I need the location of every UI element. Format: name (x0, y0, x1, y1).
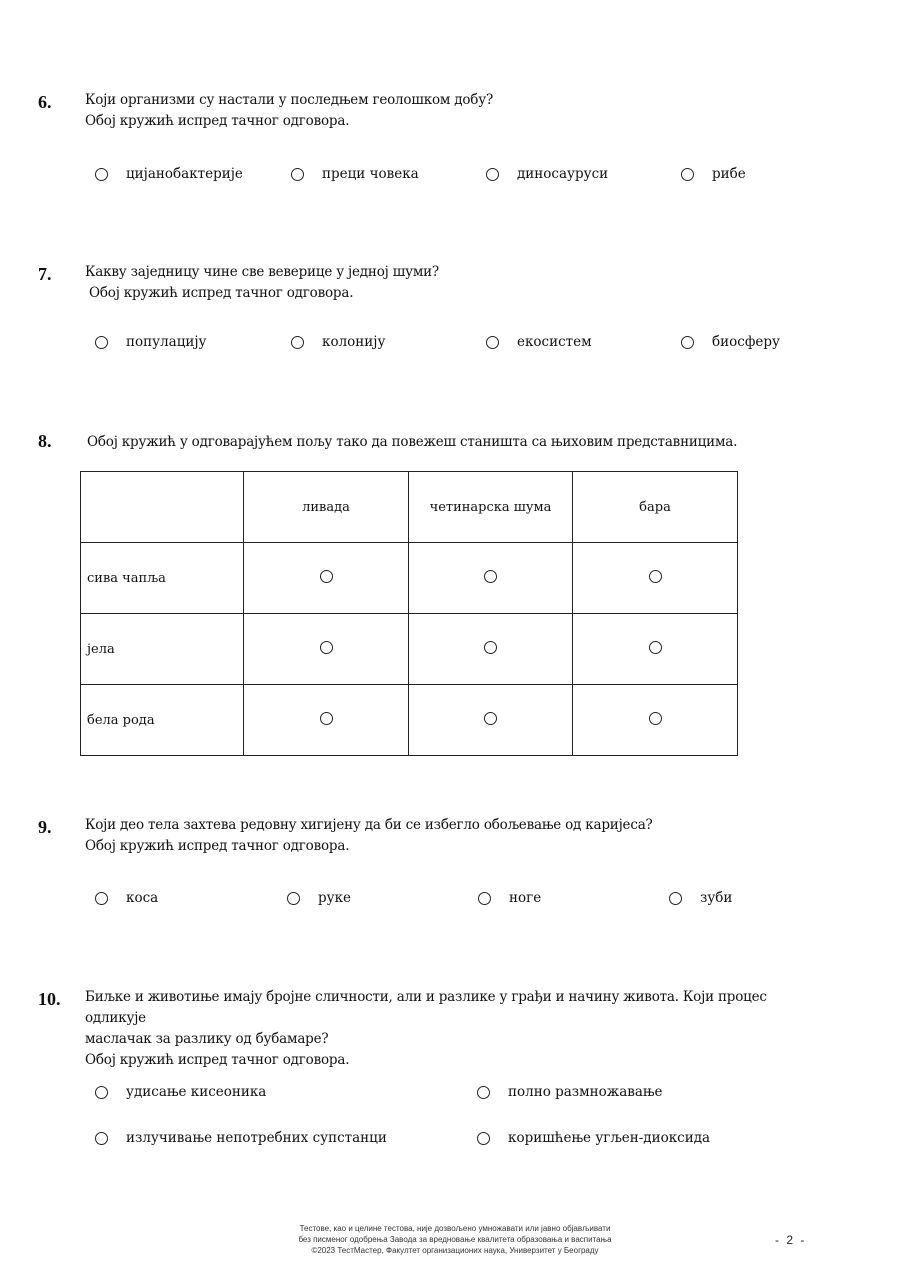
option-label: цијанобактерије (126, 166, 243, 182)
match-cell[interactable] (244, 685, 409, 756)
question-10-number: 10. (38, 989, 61, 1009)
option-label: диносауруси (517, 166, 609, 182)
question-10-option-4[interactable] (477, 1130, 710, 1146)
question-7-option-1[interactable] (95, 334, 207, 350)
radio-circle-icon[interactable] (477, 1132, 490, 1145)
radio-circle-icon[interactable] (95, 168, 108, 181)
option-label: рибе (712, 166, 746, 182)
radio-circle-icon[interactable] (291, 168, 304, 181)
radio-circle-icon[interactable] (95, 892, 108, 905)
radio-circle-icon[interactable] (486, 336, 499, 349)
radio-circle-icon[interactable] (95, 1086, 108, 1099)
table-corner-cell (81, 472, 244, 543)
habitat-matching-table (80, 471, 738, 756)
radio-circle-icon[interactable] (681, 168, 694, 181)
table-row (81, 543, 738, 614)
question-6-option-1[interactable] (95, 166, 243, 182)
radio-circle-icon[interactable] (478, 892, 491, 905)
radio-circle-icon[interactable] (649, 570, 662, 583)
radio-circle-icon[interactable] (95, 336, 108, 349)
match-cell[interactable] (573, 685, 738, 756)
question-7-number: 7. (38, 264, 52, 284)
footer-line-1: Тестове, као и целине тестова, није дозвољено умножавати или јавно објављивати (299, 1224, 611, 1233)
question-9-text (85, 815, 653, 857)
radio-circle-icon[interactable] (477, 1086, 490, 1099)
column-header: бара (573, 472, 738, 543)
match-cell[interactable] (244, 543, 409, 614)
match-cell[interactable] (409, 614, 573, 685)
question-9-option-3[interactable] (478, 890, 541, 906)
question-9-option-2[interactable] (287, 890, 351, 906)
page-number: - 2 - (775, 1233, 807, 1247)
option-label: коришћење угљен-диоксида (508, 1130, 711, 1146)
column-header: ливада (244, 472, 409, 543)
match-cell[interactable] (573, 543, 738, 614)
question-7-instruction: Обој кружић испред тачног одговора. (89, 285, 354, 301)
radio-circle-icon[interactable] (287, 892, 300, 905)
radio-circle-icon[interactable] (484, 712, 497, 725)
match-cell[interactable] (409, 685, 573, 756)
radio-circle-icon[interactable] (320, 712, 333, 725)
question-6-option-2[interactable] (291, 166, 419, 182)
question-8-text: Обој кружић у одговарајућем пољу тако да повежеш станишта са њиховим представницима. (87, 434, 738, 450)
question-7-text (85, 262, 439, 304)
option-label: коса (126, 890, 159, 906)
radio-circle-icon[interactable] (649, 641, 662, 654)
question-10-instruction: Обој кружић испред тачног одговора. (85, 1052, 350, 1068)
row-label: бела рода (81, 685, 244, 756)
option-label: екосистем (517, 334, 592, 350)
radio-circle-icon[interactable] (486, 168, 499, 181)
question-7-option-3[interactable] (486, 334, 592, 350)
radio-circle-icon[interactable] (681, 336, 694, 349)
option-label: полно размножавање (508, 1084, 663, 1100)
question-7-option-4[interactable] (681, 334, 780, 350)
question-8-number: 8. (38, 431, 52, 451)
question-10-text (85, 987, 825, 1071)
question-10-option-3[interactable] (95, 1130, 387, 1146)
question-6-option-3[interactable] (486, 166, 608, 182)
question-9-prompt: Који део тела захтева редовну хигијену да би се избегло обољевање од каријеса? (85, 817, 653, 833)
option-label: удисање кисеоника (126, 1084, 267, 1100)
match-cell[interactable] (244, 614, 409, 685)
option-label: излучивање непотребних супстанци (126, 1130, 387, 1146)
option-label: биосферу (712, 334, 780, 350)
question-6-option-4[interactable] (681, 166, 746, 182)
option-label: зуби (700, 890, 733, 906)
question-7-option-2[interactable] (291, 334, 385, 350)
row-label: јела (81, 614, 244, 685)
match-cell[interactable] (573, 614, 738, 685)
radio-circle-icon[interactable] (320, 641, 333, 654)
radio-circle-icon[interactable] (291, 336, 304, 349)
match-cell[interactable] (409, 543, 573, 614)
question-6-text (85, 90, 493, 132)
question-9-instruction: Обој кружић испред тачног одговора. (85, 838, 350, 854)
option-label: колонију (322, 334, 386, 350)
copyright-footer (200, 1223, 710, 1256)
table-row (81, 614, 738, 685)
question-6-number: 6. (38, 92, 52, 112)
option-label: руке (318, 890, 352, 906)
radio-circle-icon[interactable] (95, 1132, 108, 1145)
option-label: преци човека (322, 166, 419, 182)
question-9-option-4[interactable] (669, 890, 732, 906)
option-label: популацију (126, 334, 207, 350)
question-10-option-1[interactable] (95, 1084, 266, 1100)
radio-circle-icon[interactable] (669, 892, 682, 905)
radio-circle-icon[interactable] (320, 570, 333, 583)
footer-line-2: без писменог одобрења Завода за вредновање квалитета образовања и васпитања (298, 1235, 612, 1244)
question-10-prompt-line-1: Биљке и животиње имају бројне сличности, али и разлике у грађи и начину живота. Који процес одликује (85, 989, 767, 1026)
radio-circle-icon[interactable] (484, 570, 497, 583)
radio-circle-icon[interactable] (484, 641, 497, 654)
question-10-prompt-line-2: маслачак за разлику од бубамаре? (85, 1031, 329, 1047)
radio-circle-icon[interactable] (649, 712, 662, 725)
question-7-prompt: Какву заједницу чине све веверице у једној шуми? (85, 264, 439, 280)
row-label: сива чапља (81, 543, 244, 614)
question-9-option-1[interactable] (95, 890, 158, 906)
question-6-prompt: Који организми су настали у последњем геолошком добу? (85, 92, 494, 108)
question-10-option-2[interactable] (477, 1084, 663, 1100)
question-9-number: 9. (38, 817, 52, 837)
table-row (81, 685, 738, 756)
footer-line-3: ©2023 ТестМастер, Факултет организационих наука, Универзитет у Београду (311, 1246, 599, 1255)
question-6-instruction: Обој кружић испред тачног одговора. (85, 113, 350, 129)
table-header-row (81, 472, 738, 543)
column-header: четинарска шума (409, 472, 573, 543)
option-label: ноге (509, 890, 542, 906)
